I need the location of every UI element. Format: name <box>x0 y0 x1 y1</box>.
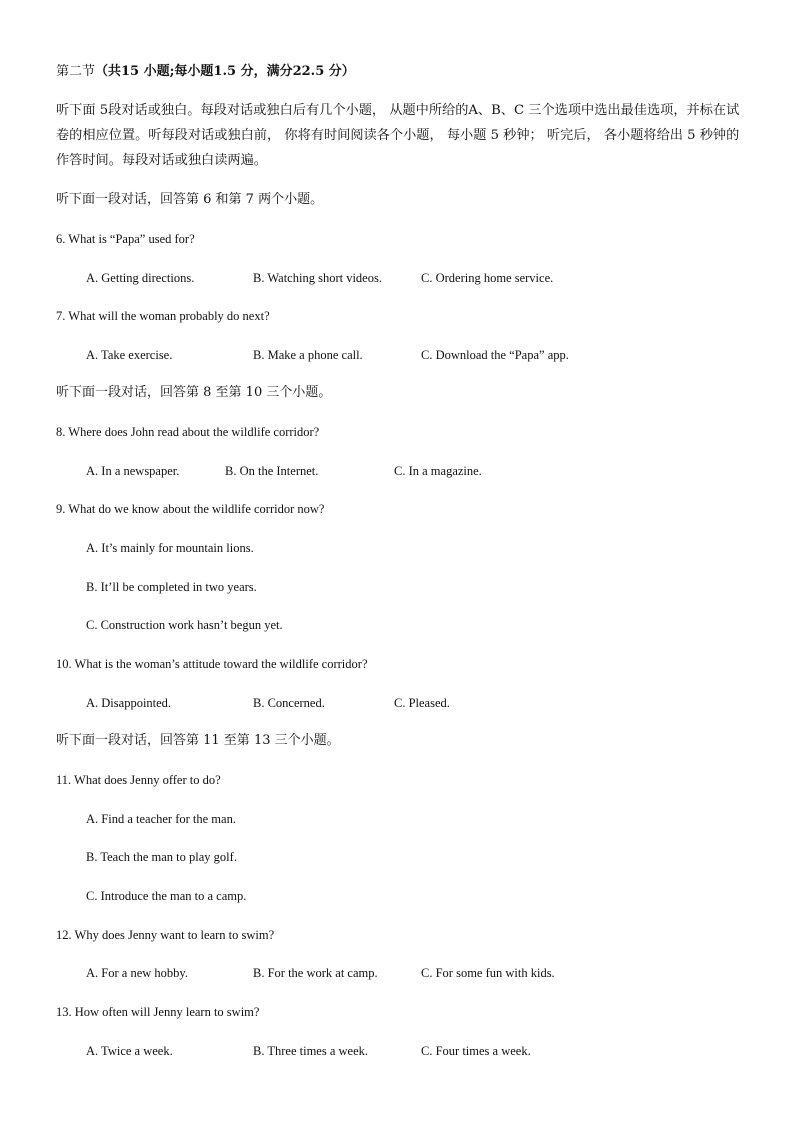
option-c: C. Construction work hasn’t begun yet. <box>86 618 283 632</box>
option-a: A. Disappointed. <box>86 696 172 710</box>
option-b: B. Concerned. <box>253 696 325 710</box>
option-b: B. On the Internet. <box>225 464 319 478</box>
section-instructions: 听下面 5段对话或独白。每段对话或独白后有几个小题， 从题中所给的A、B、C 三个选项中选出最佳选项，并标在试卷的相应位置。听每段对话或独白前， 你将有时间阅读各个小题， 每小题 5 秒钟； 听完后， 各小题将给出 5 秒钟的作答时间。每段对话或独白读两遍。 <box>56 103 740 168</box>
section-title <box>56 64 355 80</box>
option-b: B. Three times a week. <box>253 1044 369 1058</box>
option-a: A. Find a teacher for the man. <box>86 812 236 826</box>
option-c: C. Four times a week. <box>421 1044 531 1058</box>
section-title-detail: （共15 小题;每小题1.5 分，满分22.5 分） <box>95 64 355 79</box>
option-a: A. In a newspaper. <box>86 464 180 478</box>
option-b: B. It’ll be completed in two years. <box>86 580 257 594</box>
question-stem: 11. What does Jenny offer to do? <box>56 773 221 787</box>
question-stem: 10. What is the woman’s attitude toward the wildlife corridor? <box>56 657 368 671</box>
option-a: A. It’s mainly for mountain lions. <box>86 541 254 555</box>
option-b: B. Watching short videos. <box>253 271 382 285</box>
option-b: B. Teach the man to play golf. <box>86 850 237 864</box>
option-b: B. Make a phone call. <box>253 348 363 362</box>
option-c: C. Ordering home service. <box>421 271 554 285</box>
option-c: C. In a magazine. <box>394 464 482 478</box>
question-stem: 8. Where does John read about the wildlife corridor? <box>56 425 320 439</box>
option-c: C. Download the “Papa” app. <box>421 348 569 362</box>
group-label: 听下面一段对话，回答第 8 至第 10 三个小题。 <box>56 385 332 400</box>
option-a: A. Twice a week. <box>86 1044 173 1058</box>
group-label: 听下面一段对话，回答第 11 至第 13 三个小题。 <box>56 733 340 748</box>
question-stem: 12. Why does Jenny want to learn to swim? <box>56 928 275 942</box>
option-a: A. Getting directions. <box>86 271 195 285</box>
option-c: C. Pleased. <box>394 696 450 710</box>
question-stem: 7. What will the woman probably do next? <box>56 309 270 323</box>
option-b: B. For the work at camp. <box>253 966 378 980</box>
option-c: C. For some fun with kids. <box>421 966 555 980</box>
option-a: A. For a new hobby. <box>86 966 188 980</box>
question-stem: 9. What do we know about the wildlife corridor now? <box>56 502 325 516</box>
question-stem: 6. What is “Papa” used for? <box>56 232 195 246</box>
question-stem: 13. How often will Jenny learn to swim? <box>56 1005 260 1019</box>
group-label: 听下面一段对话，回答第 6 和第 7 两个小题。 <box>56 192 324 207</box>
option-c: C. Introduce the man to a camp. <box>86 889 247 903</box>
section-title-prefix: 第二节 <box>56 64 96 79</box>
option-a: A. Take exercise. <box>86 348 173 362</box>
